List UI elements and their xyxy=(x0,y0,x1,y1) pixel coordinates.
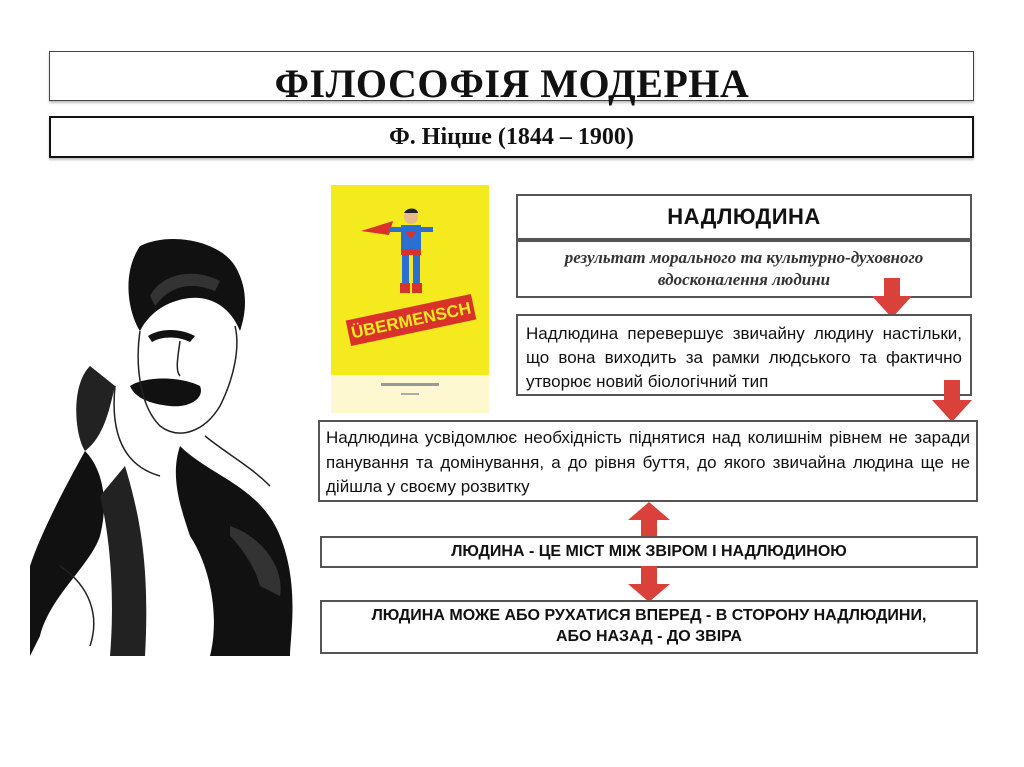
movement-box xyxy=(320,600,978,654)
arrow-up-icon xyxy=(628,502,670,538)
overman-definition: результат морального та культурно-духовного вдосконалення людини xyxy=(564,247,924,289)
movement-text: ЛЮДИНА МОЖЕ АБО РУХАТИСЯ ВПЕРЕД - В СТОРОНУ НАДЛЮДИНИ, АБО НАЗАД - ДО ЗВІРА xyxy=(371,607,927,645)
arrow-down-icon xyxy=(872,278,912,318)
overman-title: НАДЛЮДИНА xyxy=(667,204,821,229)
poster-word: ÜBERMENSCH xyxy=(349,298,473,343)
overman-awareness-box xyxy=(318,420,978,502)
nietzsche-portrait xyxy=(30,236,320,656)
bridge-text: ЛЮДИНА - ЦЕ МІСТ МІЖ ЗВІРОМ І НАДЛЮДИНОЮ xyxy=(451,543,847,560)
page-title: ФІЛОСОФІЯ МОДЕРНА xyxy=(274,61,750,106)
subtitle-box xyxy=(49,116,974,158)
arrow-down-icon xyxy=(932,380,972,422)
arrow-down-icon xyxy=(628,566,670,602)
overman-exceeds-text: Надлюдина перевершує звичайну людину настільки, що вона виходить за рамки людського та фактично утворює новий біологічний тип xyxy=(526,324,962,391)
ubermensch-poster xyxy=(331,185,489,413)
overman-title-box xyxy=(516,194,972,240)
subtitle: Ф. Ніцше (1844 – 1900) xyxy=(389,123,634,150)
bridge-box xyxy=(320,536,978,568)
overman-exceeds-box xyxy=(516,314,972,396)
overman-awareness-text: Надлюдина усвідомлює необхідність піднятися над колишнім рівнем не заради панування та домінування, а до рівня буття, до якого звичайна людина ще не дійшла у своєму розвитку xyxy=(326,428,970,497)
